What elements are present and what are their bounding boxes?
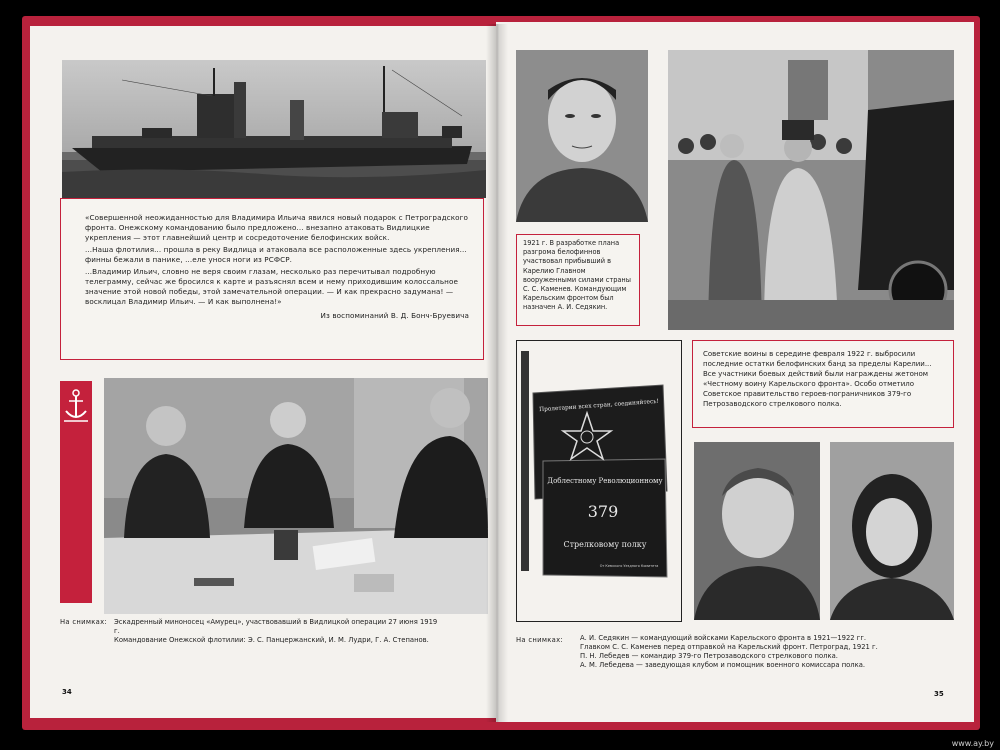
- page-number: 35: [934, 690, 944, 698]
- banner-number: 379: [587, 502, 619, 521]
- destroyer-photo: [62, 60, 486, 198]
- lebedeva-portrait: [830, 442, 954, 620]
- book-gutter: [486, 24, 508, 722]
- captions-label: На снимках:: [60, 618, 108, 626]
- banner-text-line2: Доблестному Революционному: [547, 477, 663, 485]
- quote-paragraph: «Совершенной неожиданностью для Владимира Ильича явился новый подарок с Петроградского фронта. Онежскому командованию было предложено... внезапно атаковать Видлицкие укрепления — этот главнейший центр и сосредоточение белофинских войск.: [85, 213, 469, 242]
- left-page: [30, 26, 496, 718]
- quote-source: Из воспоминаний В. Д. Бонч-Бруевича: [320, 311, 469, 320]
- caption-line: Эскадренный миноносец «Амурец», участвовавший в Видлицкой операции 27 июня 1919 г.: [114, 618, 438, 635]
- banner-text-line1: Пролетарии всех стран, соединяйтесь!: [538, 398, 659, 414]
- lebedev-portrait: [694, 442, 820, 620]
- regiment-banner-frame: [516, 340, 682, 622]
- sedyakin-caption-box: [516, 234, 640, 326]
- captions-block: [114, 618, 444, 645]
- caption-line: Главком С. С. Каменев перед отправкой на Карельский фронт. Петроград, 1921 г.: [580, 643, 878, 651]
- caption-line: А. М. Лебедева — заведующая клубом и помощник военного комиссара полка.: [580, 661, 866, 669]
- banner-text-line3: Стрелковому полку: [563, 540, 647, 549]
- captions-block: [580, 634, 960, 670]
- soldiers-caption-box: [692, 340, 954, 428]
- banner-sign: От Кемского Уездного Комитета: [599, 564, 659, 568]
- regiment-banner: [517, 341, 681, 621]
- soldiers-caption: Советские воины в середине февраля 1922 г. выбросили последние остатки белофинских банд за пределы Карелии... Все участники боевых действий были награждены жетоном «Честному воину Карельского фронта». Особо отметило Советское правительство героев-пограничников 379-го Петрозаводского стрелкового полка.: [703, 350, 932, 408]
- quote-paragraph: ...Владимир Ильич, словно не веря своим глазам, несколько раз перечитывал подробную телеграмму, сейчас же бросился к карте и разъяснял всем и нему приходившим колоссальное значение этой новой победы, этой замечательной операции. — И как прекрасно задумана! — восклицал Владимир Ильич. — И как выполнена!»: [85, 267, 459, 306]
- caption-line: П. Н. Лебедев — командир 379-го Петрозаводского стрелкового полка.: [580, 652, 838, 660]
- caption-line: А. И. Седякин — командующий войсками Карельского фронта в 1921—1922 гг.: [580, 634, 867, 642]
- sedyakin-portrait: [516, 50, 648, 222]
- right-page: [496, 22, 974, 722]
- onega-flotilla-commanders-photo: [104, 378, 488, 614]
- anchor-emblem-icon: [60, 385, 92, 425]
- sedyakin-caption: 1921 г. В разработке плана разгрома белофиннов участвовал прибывший в Карелию Главном вооруженными силами страны С. С. Каменев. Командующим Карельским фронтом был назначен А. И. Седякин.: [523, 239, 631, 312]
- caption-line: Командование Онежской флотилии: Э. С. Панцержанский, И. М. Лудри, Г. А. Степанов.: [114, 636, 429, 644]
- anchor-emblem-strip: [60, 381, 92, 603]
- page-number: 34: [62, 688, 72, 696]
- watermark: www.ay.by: [951, 739, 994, 748]
- captions-label: На снимках:: [516, 636, 564, 644]
- kamenev-petrograd-photo: [668, 50, 954, 330]
- quote-box: [60, 198, 484, 360]
- quote-paragraph: ...Наша флотилия... прошла в реку Видлица и атаковала все расположенные здесь укрепления... финны бежали в панике, ...еле унося ноги из РСФСР.: [85, 245, 467, 264]
